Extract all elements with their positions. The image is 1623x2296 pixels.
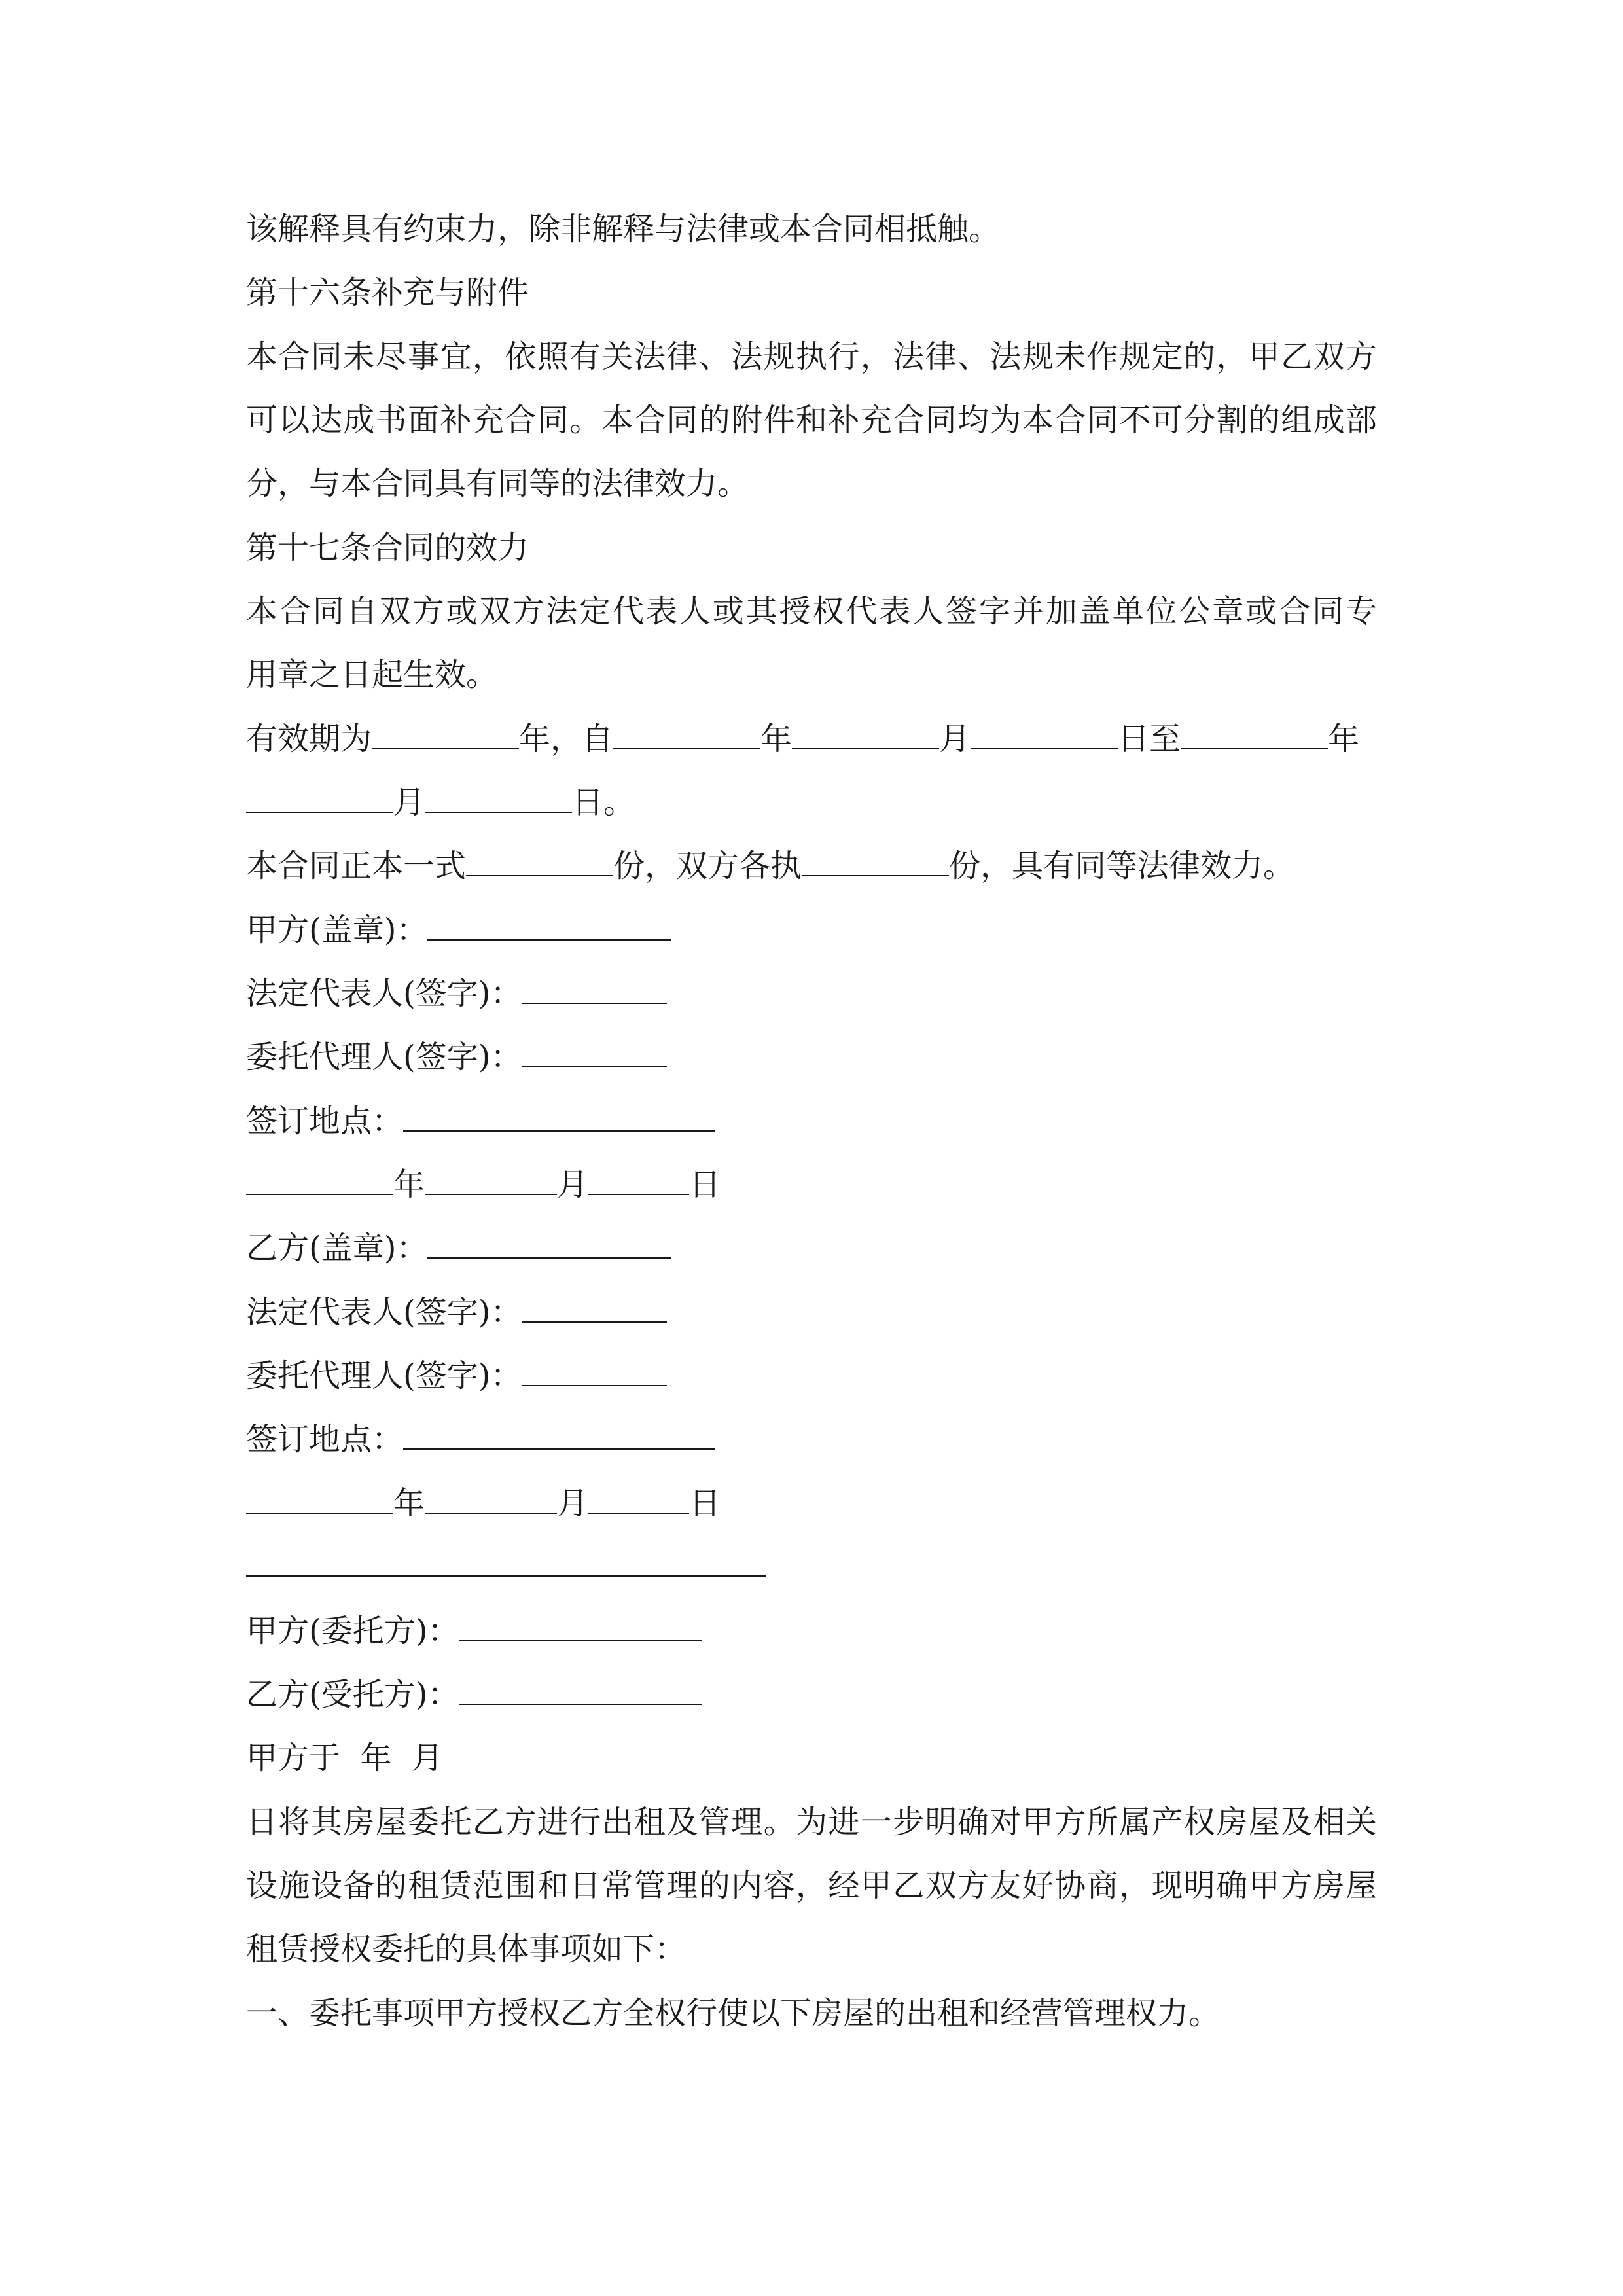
party-b-day-label: 日 <box>689 1485 721 1522</box>
party-a-year-label: 年 <box>393 1166 425 1203</box>
party-b-legal-rep-row <box>246 1293 667 1332</box>
entrusted-party-row <box>246 1675 702 1714</box>
party-a-legal-rep-label: 法定代表人(签字)： <box>246 975 522 1012</box>
party-a-year-blank[interactable] <box>246 1165 393 1195</box>
intro-line: 租赁授权委托的具体事项如下： <box>246 1931 687 1967</box>
party-a-day-blank[interactable] <box>588 1165 689 1195</box>
validity-prefix: 有效期为 <box>246 721 372 757</box>
section-divider <box>246 1547 766 1587</box>
copies-total-blank[interactable] <box>466 846 613 876</box>
end-year-blank[interactable] <box>1181 719 1328 749</box>
party-b-seal-row <box>246 1229 671 1268</box>
start-month-blank[interactable] <box>792 719 939 749</box>
validity-years-label: 年，自 <box>519 721 614 757</box>
party-a-agent-row <box>246 1037 667 1077</box>
copies-prefix: 本合同正本一式 <box>246 848 467 884</box>
article-16-line: 分，与本合同具有同等的法律效力。 <box>246 465 749 502</box>
party-a-month-blank[interactable] <box>425 1165 557 1195</box>
party-a-date-row <box>246 1165 721 1204</box>
validity-line <box>246 783 635 822</box>
party-a-seal-row <box>246 910 671 950</box>
entrusted-party-blank[interactable] <box>459 1675 702 1705</box>
party-a-place-label: 签订地点： <box>246 1103 404 1139</box>
article-16-title: 第十六条补充与附件 <box>246 274 529 311</box>
party-b-agent-row <box>246 1356 667 1395</box>
start-year-label: 年 <box>760 721 793 757</box>
item-1: 一、委托事项甲方授权乙方全权行使以下房屋的出租和经营管理权力。 <box>246 1995 1221 2032</box>
article-17-line: 用章之日起生效。 <box>246 656 498 693</box>
party-b-place-label: 签订地点： <box>246 1421 404 1458</box>
article-16-line: 可以达成书面补充合同。本合同的附件和补充合同均为本合同不可分割的组成部 <box>246 402 1377 439</box>
party-b-legal-rep-label: 法定代表人(签字)： <box>246 1294 522 1331</box>
end-day-label: 日。 <box>572 784 635 821</box>
party-b-month-label: 月 <box>557 1485 589 1522</box>
party-b-agent-blank[interactable] <box>522 1356 667 1386</box>
start-month-label: 月 <box>939 721 971 757</box>
party-b-seal-label: 乙方(盖章)： <box>246 1230 428 1266</box>
entrusted-party-label: 乙方(受托方)： <box>246 1676 459 1713</box>
party-a-place-blank[interactable] <box>403 1102 715 1132</box>
entrusting-party-blank[interactable] <box>459 1611 702 1641</box>
party-b-legal-rep-blank[interactable] <box>522 1293 667 1323</box>
validity-line <box>246 719 1359 759</box>
article-17-title: 第十七条合同的效力 <box>246 529 529 566</box>
copies-each-blank[interactable] <box>802 846 949 876</box>
party-b-place-blank[interactable] <box>403 1420 715 1450</box>
divider-rule <box>246 1556 766 1577</box>
intro-line: 设施设备的租赁范围和日常管理的内容，经甲乙双方友好协商，现明确甲方房屋 <box>246 1867 1377 1904</box>
end-month-blank[interactable] <box>246 783 393 813</box>
party-b-day-blank[interactable] <box>588 1484 689 1514</box>
entrusting-party-label: 甲方(委托方)： <box>246 1613 459 1649</box>
start-year-blank[interactable] <box>613 719 760 749</box>
party-a-month-label: 月 <box>557 1166 589 1203</box>
start-day-label: 日至 <box>1118 721 1181 757</box>
intro-line: 日将其房屋委托乙方进行出租及管理。为进一步明确对甲方所属产权房屋及相关 <box>246 1804 1377 1840</box>
party-a-seal-blank[interactable] <box>427 910 671 941</box>
article-16-line: 本合同未尽事宜，依照有关法律、法规执行，法律、法规未作规定的，甲乙双方 <box>246 338 1377 375</box>
end-day-blank[interactable] <box>425 783 572 813</box>
party-b-seal-blank[interactable] <box>427 1229 671 1259</box>
party-a-seal-label: 甲方(盖章)： <box>246 912 428 948</box>
end-month-label: 月 <box>393 784 425 821</box>
party-b-place-row <box>246 1420 715 1459</box>
copies-line <box>246 846 1294 886</box>
party-a-agent-blank[interactable] <box>522 1037 667 1067</box>
party-a-agent-label: 委托代理人(签字)： <box>246 1039 522 1075</box>
party-a-day-label: 日 <box>689 1166 721 1203</box>
party-b-month-blank[interactable] <box>425 1484 557 1514</box>
party-b-date-row <box>246 1484 721 1523</box>
entrusting-party-row <box>246 1611 702 1651</box>
end-year-label: 年 <box>1328 721 1360 757</box>
party-b-year-blank[interactable] <box>246 1484 393 1514</box>
copies-mid: 份，双方各执 <box>613 848 802 884</box>
intro-line: 甲方于 年 月 <box>246 1740 444 1776</box>
article-17-line: 本合同自双方或双方法定代表人或其授权代表人签字并加盖单位公章或合同专 <box>246 593 1377 630</box>
party-a-legal-rep-row <box>246 974 667 1013</box>
validity-years-blank[interactable] <box>372 719 519 749</box>
copies-suffix: 份，具有同等法律效力。 <box>949 848 1295 884</box>
party-b-year-label: 年 <box>393 1485 425 1522</box>
start-day-blank[interactable] <box>971 719 1118 749</box>
paragraph: 该解释具有约束力，除非解释与法律或本合同相抵触。 <box>246 211 1001 247</box>
party-a-legal-rep-blank[interactable] <box>522 974 667 1004</box>
party-b-agent-label: 委托代理人(签字)： <box>246 1357 522 1394</box>
party-a-place-row <box>246 1102 715 1141</box>
